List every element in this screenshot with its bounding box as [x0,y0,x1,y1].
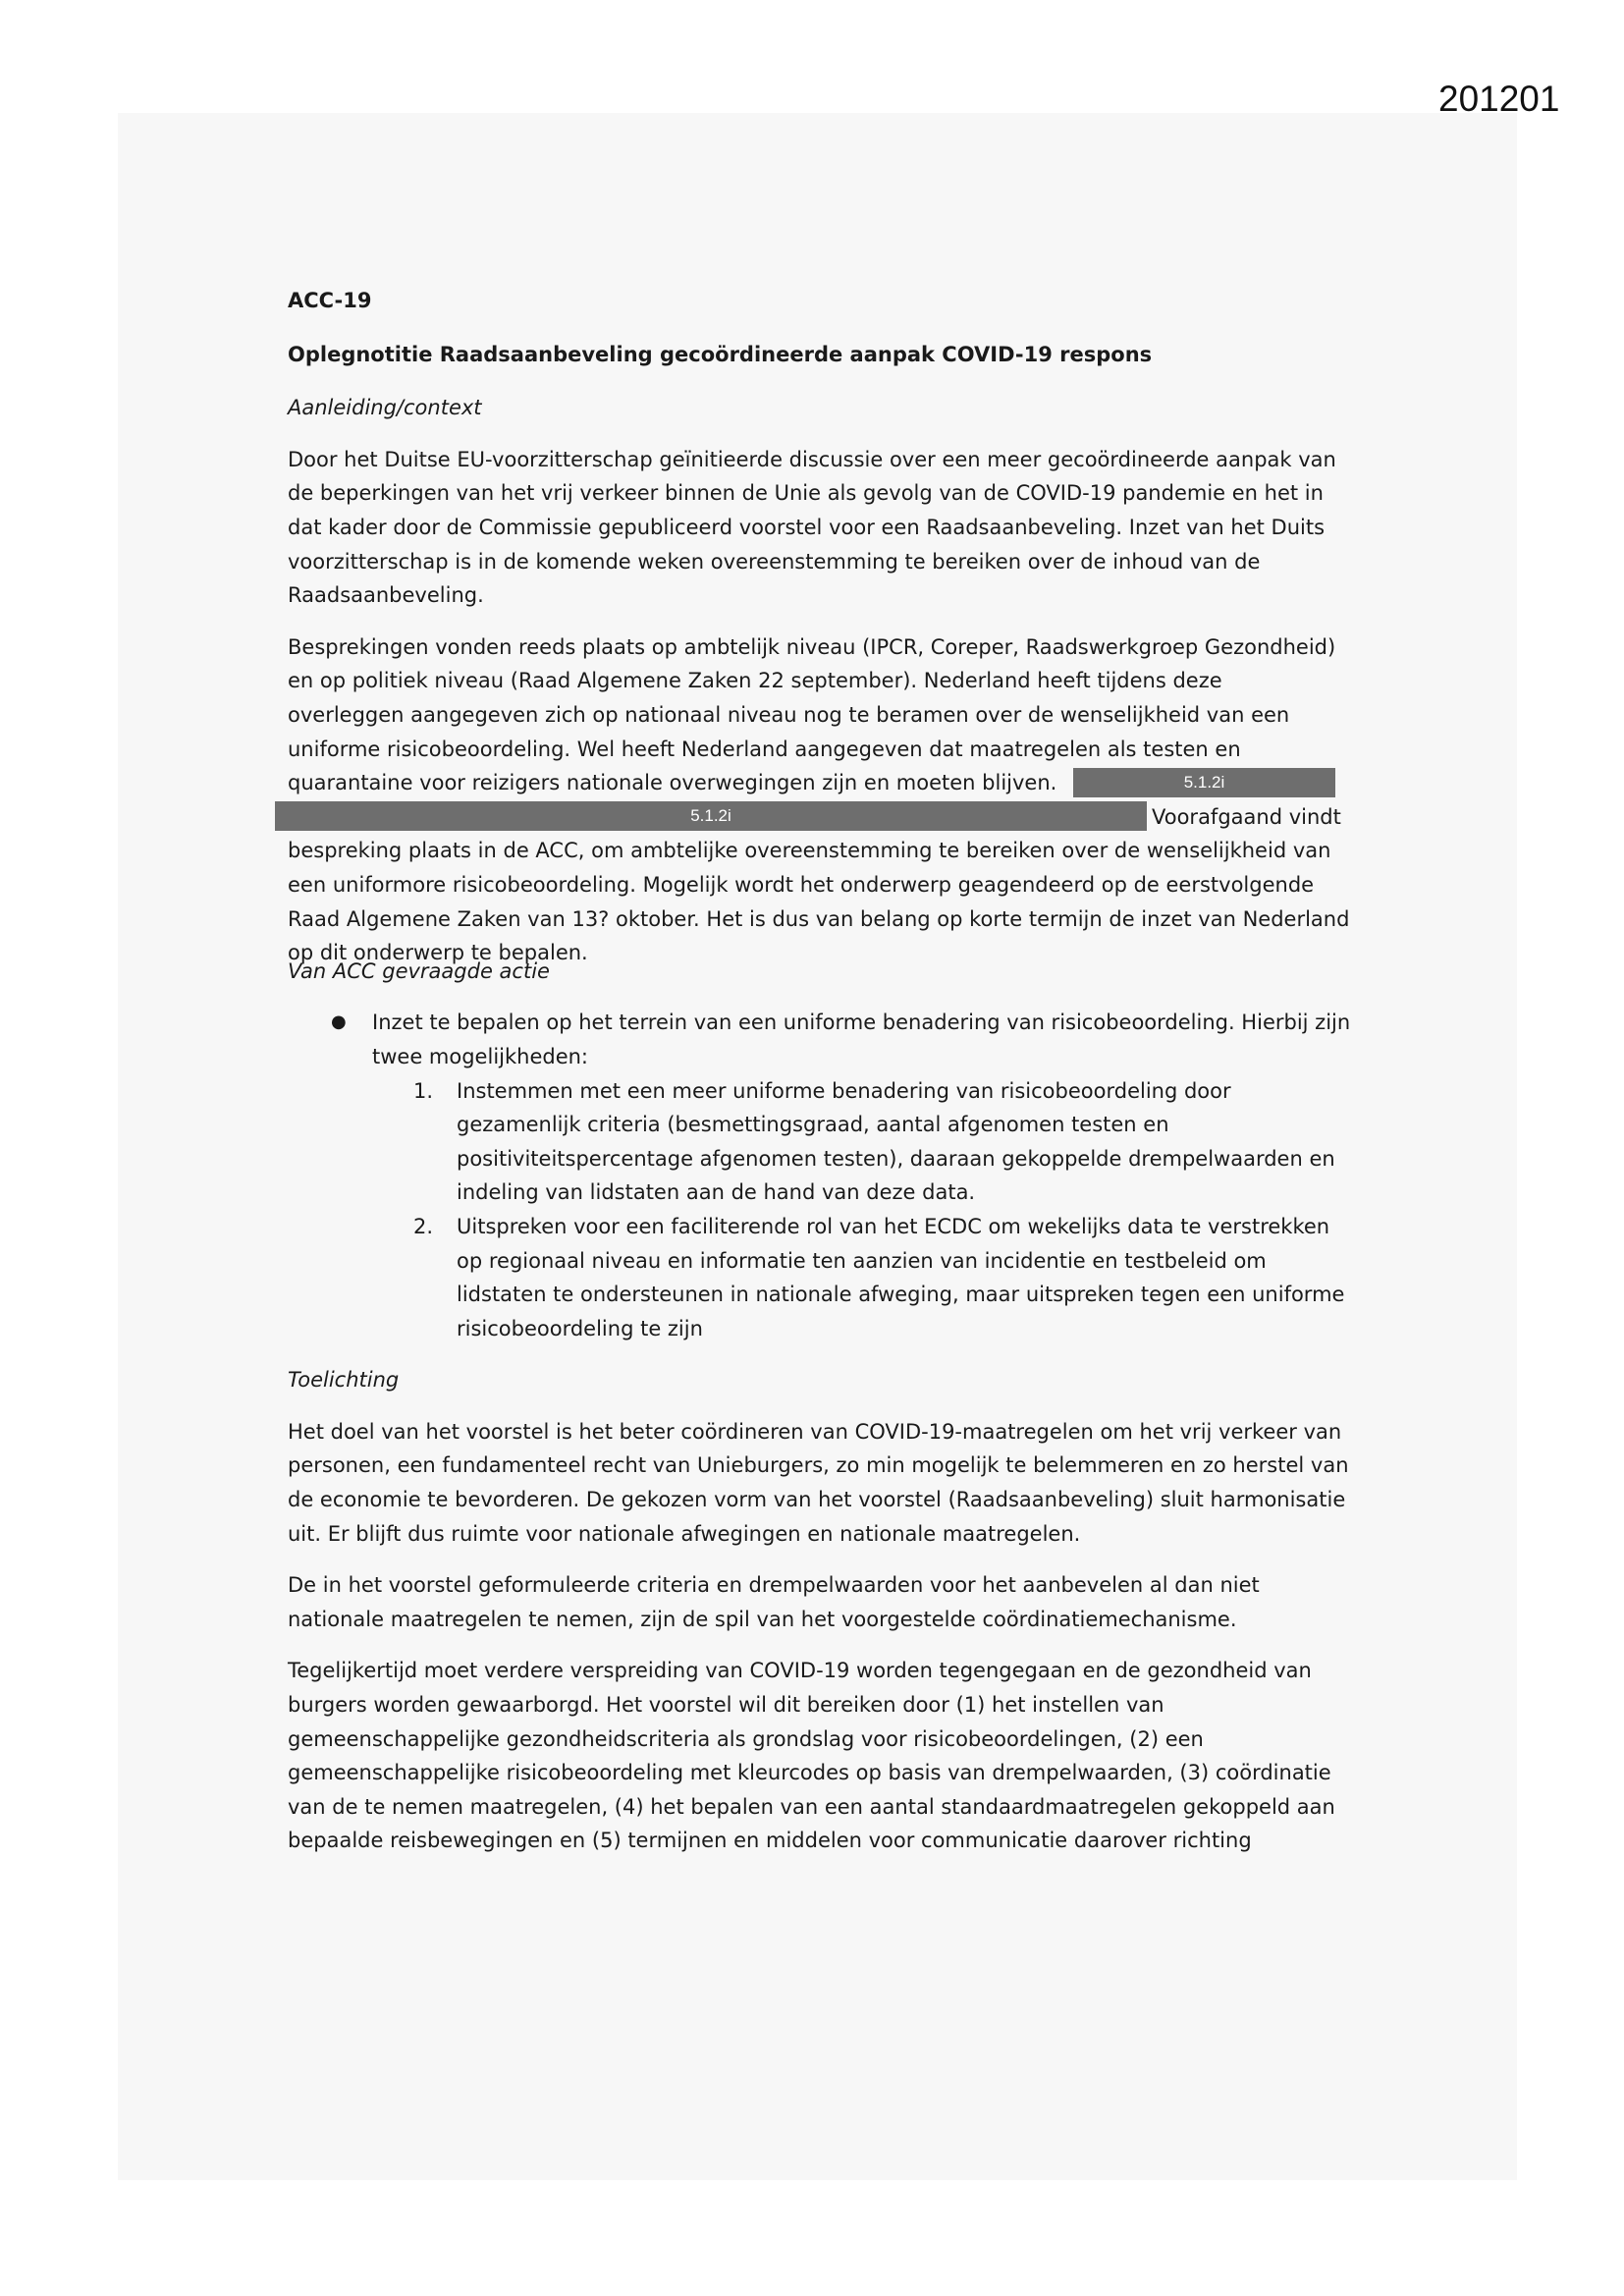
context-paragraph-2-line: uniforme risicobeoordeling. Wel heeft Nederland aangegeven dat maatregelen als testen en [288,737,1241,761]
context-paragraph-2-line: overleggen aangegeven zich op nationaal niveau nog te beramen over de wenselijkheid van een [288,702,1290,727]
explanation-paragraph: Tegelijkertijd moet verdere verspreiding van COVID-19 worden tegengegaan en de gezondheid van burgers worden gewaarborgd. Het voorstel wil dit bereiken door (1) het instellen van gemeenschappelijke gezondheidscriteria als grondslag voor risicobeoordelingen, (2) een gemeenschappelijke risicobeoordeling met kleurcodes op basis van drempelwaarden, (3) coördinatie van de te nemen maatregelen, (4) het bepalen van een aantal standaardmaatregelen gekoppeld aan bepaalde reisbewegingen en (5) termijnen en middelen voor communicatie daarover richting [288,1659,1335,1853]
option-text: Instemmen met een meer uniforme benadering van risicobeoordeling door gezamenlijk criteria (besmettingsgraad, aantal afgenomen testen en positiviteitspercentage afgenomen testen), daaraan gekoppelde drempelwaarden en indeling van lidstaten aan de hand van deze data. [457,1078,1335,1205]
context-paragraph-2 [288,630,1358,965]
action-bullet-text: Inzet te bepalen op het terrein van een uniforme benadering van risicobeoordeling. Hierbij zijn twee mogelijkheden: [372,1011,1351,1068]
explanation-paragraph: Het doel van het voorstel is het beter coördineren van COVID-19-maatregelen om het vrij verkeer van personen, een fundamenteel recht van Unieburgers, zo min mogelijk te belemmeren en zo herstel van de economie te bevorderen. De gekozen vorm van het voorstel (Raadsaanbeveling) sluit harmonisatie uit. Er blijft dus ruimte voor nationale afwegingen en nationale maatregelen. [288,1419,1349,1546]
explanation-paragraph: De in het voorstel geformuleerde criteria en drempelwaarden voor het aanbevelen al dan niet nationale maatregelen te nemen, zijn de spil van het voorgestelde coördinatiemechanisme. [288,1573,1260,1631]
options-list [288,1074,1358,1346]
document-body [288,284,1358,1876]
option-number: 1. [413,1078,434,1103]
context-paragraph-2-line: Besprekingen vonden reeds plaats op ambtelijk niveau (IPCR, Coreper, Raadswerkgroep Gezondheid) [288,634,1336,659]
context-paragraph-1: Door het Duitse EU-voorzitterschap geïnitieerde discussie over een meer gecoördineerde aanpak van de beperkingen van het vrij verkeer binnen de Unie als gevolg van de COVID-19 pandemie en het in dat kader door de Commissie gepubliceerd voorstel voor een Raadsaanbeveling. Inzet van het Duits voorzitterschap is in de komende weken overeenstemming te bereiken over de inhoud van de Raadsaanbeveling. [288,447,1336,608]
redaction-box: 5.1.2i [1073,768,1335,797]
redaction-box: 5.1.2i [275,801,1147,831]
document-id: 201201 [1438,79,1560,119]
bullet-icon: ● [331,1011,347,1033]
section-heading-action: Van ACC gevraagde actie [288,958,550,983]
document-title: Oplegnotitie Raadsaanbeveling gecoördineerde aanpak COVID-19 respons [288,342,1153,366]
context-paragraph-2-after-redaction: Voorafgaand vindt [1152,804,1341,829]
action-list [288,1006,1358,1073]
section-heading-context: Aanleiding/context [288,396,482,420]
option-item [288,1210,1358,1345]
context-paragraph-2-line: quarantaine voor reizigers nationale overwegingen zijn en moeten blijven. [288,771,1057,795]
action-bullet [288,1006,1358,1073]
option-number: 2. [413,1214,434,1238]
option-item [288,1074,1358,1210]
document-heading: ACC-19 [288,289,372,312]
context-paragraph-2-line: en op politiek niveau (Raad Algemene Zaken 22 september). Nederland heeft tijdens deze [288,669,1222,693]
section-heading-explanation: Toelichting [288,1368,400,1393]
context-paragraph-2-rest: bespreking plaats in de ACC, om ambtelijke overeenstemming te bereiken over de wenselijkheid van een uniformore risicobeoordeling. Mogelijk wordt het onderwerp geagendeerd op de eerstvolgende Raad Algemene Zaken van 13? oktober. Het is dus van belang op korte termijn de inzet van Nederland op dit onderwerp te bepalen. [288,839,1350,965]
option-text: Uitspreken voor een faciliterende rol van het ECDC om wekelijks data te verstrekken op regionaal niveau en informatie ten aanzien van incidentie en testbeleid om lidstaten te ondersteunen in nationale afweging, maar uitspreken tegen een uniforme risicobeoordeling te zijn [457,1214,1345,1340]
